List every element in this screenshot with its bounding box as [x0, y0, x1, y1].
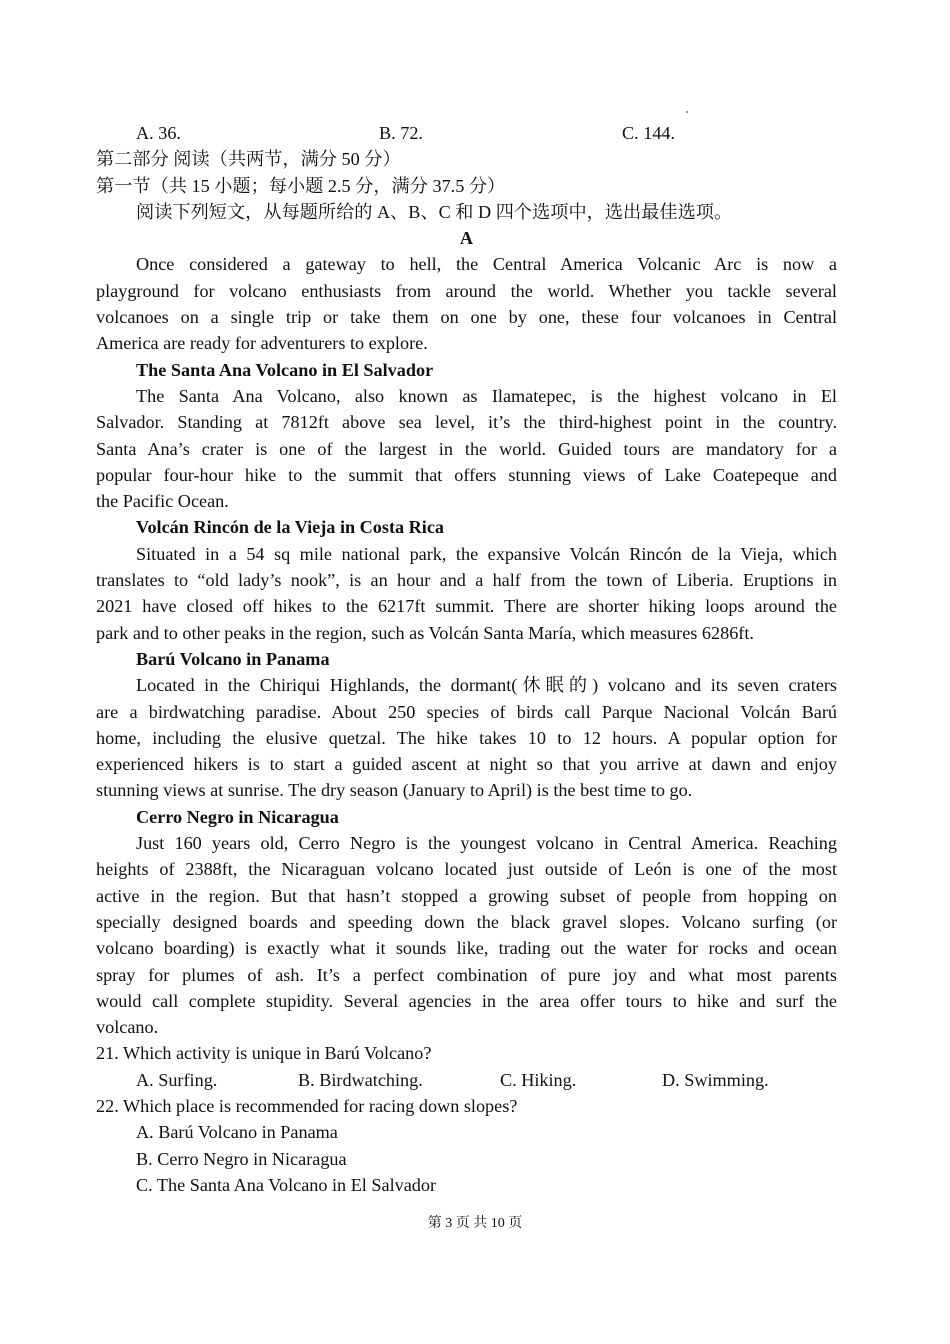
paragraph-line: Salvador. Standing at 7812ft above sea level, it’s the third-highest point in the country. [96, 412, 837, 433]
volcano-section-cerro-negro [96, 804, 837, 1041]
question-21 [96, 1040, 837, 1093]
question-options [96, 1067, 837, 1093]
paragraph-line: stunning views at sunrise. The dry season (January to April) is the best time to go. [96, 780, 693, 801]
paragraph-line: volcanoes on a single trip or take them on one by one, these four volcanoes in Central [96, 307, 837, 328]
paragraph-line: home, including the elusive quetzal. The hike takes 10 to 12 hours. A popular option for [96, 727, 837, 748]
question-stem: 21. Which activity is unique in Barú Volcano? [96, 1043, 432, 1064]
paragraph-line: Santa Ana’s crater is one of the largest in the world. Guided tours are mandatory for a [96, 438, 837, 459]
page-footer: 第 3 页 共 10 页 [427, 1216, 523, 1231]
paragraph-line: experienced hikers is to start a guided ascent at night so that you arrive at dawn and enjoy [96, 754, 837, 775]
option-d: D. Swimming. [662, 1069, 769, 1090]
paragraph-line: Located in the Chiriqui Highlands, the dormant(休眠的) volcano and its seven craters [136, 675, 837, 696]
paragraph-line: heights of 2388ft, the Nicaraguan volcano located just outside of León is one of the most [96, 859, 837, 880]
paragraph-line: would call complete stupidity. Several agencies in the area offer tours to hike and surf the [96, 990, 837, 1011]
option-c: C. 144. [622, 123, 676, 143]
option-a: A. 36. [136, 123, 181, 143]
paragraph-line: America are ready for adventurers to explore. [96, 333, 428, 354]
paragraph-line: the Pacific Ocean. [96, 491, 229, 512]
instruction: 阅读下列短文，从每题所给的 A、B、C 和 D 四个选项中，选出最佳选项。 [136, 201, 733, 222]
stray-mark [686, 111, 688, 113]
section-title: Volcán Rincón de la Vieja in Costa Rica [136, 517, 445, 538]
intro-paragraph [96, 251, 837, 356]
option-a: A. Barú Volcano in Panama [136, 1122, 338, 1143]
paragraph-line: Once considered a gateway to hell, the Central America Volcanic Arc is now a [136, 254, 837, 275]
paragraph-line: translates to “old lady’s nook”, is an hour and a half from the town of Liberia. Eruptions in [96, 570, 837, 591]
paragraph-line: volcano boarding) is exactly what it sounds like, trading out the water for rocks and ocean [96, 938, 837, 959]
option-b: B. 72. [379, 123, 423, 143]
paragraph-line: 2021 have closed off hikes to the 6217ft summit. There are shorter hiking loops around the [96, 596, 837, 617]
option-b: B. Birdwatching. [298, 1069, 423, 1090]
question-22 [96, 1093, 837, 1198]
paragraph-line: spray for plumes of ash. It’s a perfect combination of pure joy and what most parents [96, 964, 837, 985]
volcano-section-baru [96, 646, 837, 804]
paragraph-line: volcano. [96, 1017, 159, 1038]
option-c: C. The Santa Ana Volcano in El Salvador [136, 1174, 437, 1195]
paragraph-line: specially designed boards and speeding down the black gravel slopes. Volcano surfing (or [96, 911, 837, 932]
option-c: C. Hiking. [500, 1069, 577, 1090]
passage-letter: A [459, 228, 474, 249]
section-title: Barú Volcano in Panama [136, 648, 330, 669]
paragraph-line: active in the region. But that hasn’t stopped a growing subset of people from hopping on [96, 885, 837, 906]
part-heading: 第二部分 阅读（共两节，满分 50 分） [96, 149, 401, 170]
volcano-section-rincon [96, 514, 837, 645]
previous-question-options [96, 120, 837, 146]
paragraph-line: playground for volcano enthusiasts from around the world. Whether you tackle several [96, 280, 837, 301]
paragraph-line: popular four-hour hike to the summit that offers stunning views of Lake Coatepeque and [96, 464, 837, 485]
question-stem: 22. Which place is recommended for racing down slopes? [96, 1095, 518, 1116]
section-title: The Santa Ana Volcano in El Salvador [136, 359, 434, 380]
option-b: B. Cerro Negro in Nicaragua [136, 1148, 347, 1169]
page-content [96, 120, 837, 1198]
section-heading: 第一节（共 15 小题；每小题 2.5 分，满分 37.5 分） [96, 175, 506, 196]
paragraph-line: are a birdwatching paradise. About 250 species of birds call Parque Nacional Volcán Barú [96, 701, 837, 722]
paragraph-line: Situated in a 54 sq mile national park, the expansive Volcán Rincón de la Vieja, which [136, 543, 837, 564]
option-a: A. Surfing. [136, 1069, 218, 1090]
paragraph-line: Just 160 years old, Cerro Negro is the youngest volcano in Central America. Reaching [136, 833, 837, 854]
paragraph-line: park and to other peaks in the region, such as Volcán Santa María, which measures 6286ft. [96, 622, 754, 643]
volcano-section-santa-ana [96, 357, 837, 515]
section-title: Cerro Negro in Nicaragua [136, 806, 339, 827]
paragraph-line: The Santa Ana Volcano, also known as Ilamatepec, is the highest volcano in El [136, 385, 837, 406]
